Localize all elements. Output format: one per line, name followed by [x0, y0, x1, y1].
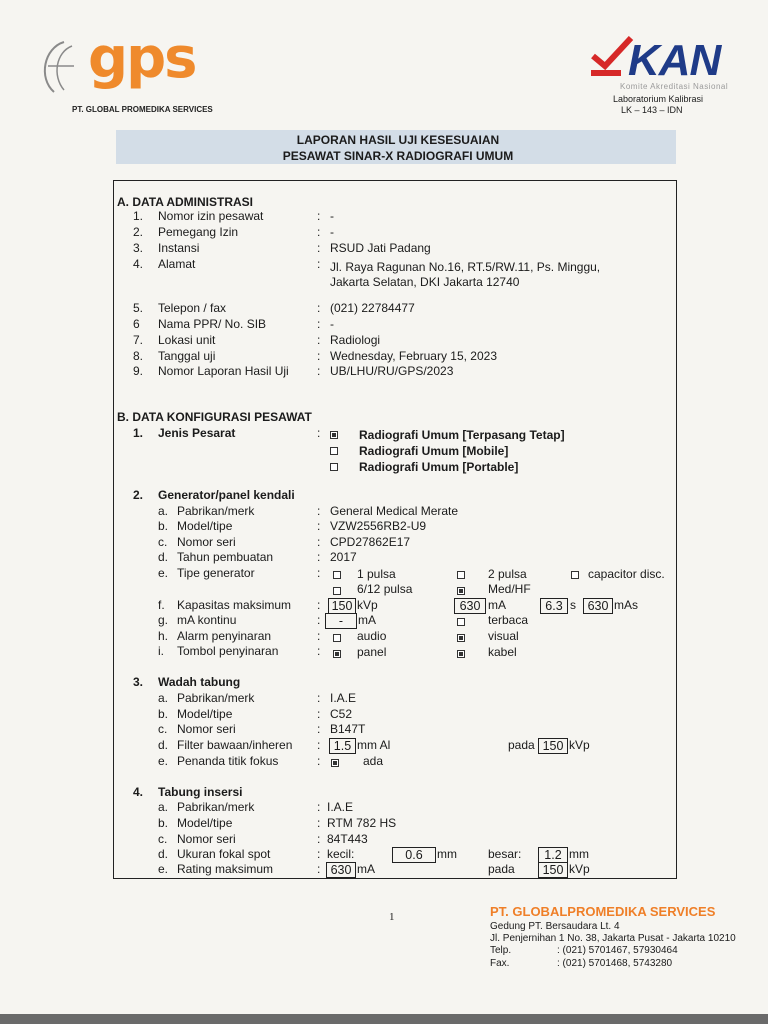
rating-kvp-box: 150 — [538, 862, 568, 878]
filter-kvp-box: 150 — [538, 738, 568, 754]
footer-company: PT. GLOBALPROMEDIKA SERVICES — [490, 904, 716, 919]
sub-letter: c. — [158, 832, 168, 846]
row-value: - — [330, 317, 334, 331]
sub-letter: e. — [158, 862, 169, 876]
row-number: 5. — [133, 301, 144, 315]
row-number: 8. — [133, 349, 144, 363]
footer-address-1: Gedung PT. Bersaudara Lt. 4 — [490, 921, 620, 932]
insersi-model-value: RTM 782 HS — [327, 816, 397, 830]
gen-tahun-label: Tahun pembuatan — [177, 550, 274, 564]
row-colon: : — [317, 738, 321, 752]
row-colon: : — [317, 257, 321, 271]
row-label: Lokasi unit — [158, 333, 216, 347]
sub-letter: b. — [158, 816, 169, 830]
option-med-hf: Med/HF — [488, 582, 531, 596]
kvp-value-box: 150 — [328, 598, 356, 614]
row-colon: : — [317, 519, 321, 533]
sub-letter: e. — [158, 566, 169, 580]
company-name: PT. GLOBAL PROMEDIKA SERVICES — [72, 105, 213, 114]
checkbox-med-hf[interactable] — [457, 587, 465, 595]
row-colon: : — [317, 644, 321, 658]
row-number: 9. — [133, 364, 144, 378]
row-value: - — [330, 209, 334, 223]
row-number: 2. — [133, 225, 144, 239]
checkbox-terbaca[interactable] — [457, 618, 465, 626]
page-number: 1 — [389, 911, 395, 923]
wadah-title: Wadah tabung — [158, 675, 241, 689]
row-number: 7. — [133, 333, 144, 347]
checkbox-2-pulsa[interactable] — [457, 571, 465, 579]
gen-model-value: VZW2556RB2-U9 — [330, 519, 427, 533]
besar-value-box: 1.2 — [538, 847, 568, 863]
checkbox-1-pulsa[interactable] — [333, 571, 341, 579]
sub-letter: e. — [158, 754, 169, 768]
row-label: Instansi — [158, 241, 200, 255]
option-mobile: Radiografi Umum [Mobile] — [359, 444, 509, 458]
gen-kapasitas-label: Kapasitas maksimum — [177, 598, 292, 612]
row-label: Alamat — [158, 257, 196, 271]
row-value: (021) 22784477 — [330, 301, 415, 315]
row-number: 2. — [133, 488, 144, 502]
option-2-pulsa: 2 pulsa — [488, 567, 527, 581]
option-ada: ada — [363, 754, 384, 768]
besar-unit: mm — [569, 847, 589, 861]
row-colon: : — [317, 816, 321, 830]
filter-kvp-unit: kVp — [569, 738, 590, 752]
kecil-value-box: 0.6 — [392, 847, 436, 863]
ma-kontinu-unit: mA — [358, 613, 376, 627]
sub-letter: h. — [158, 629, 169, 643]
row-value: Wednesday, February 15, 2023 — [330, 349, 497, 363]
section-b-heading: B. DATA KONFIGURASI PESAWAT — [117, 410, 312, 424]
sub-letter: f. — [158, 598, 165, 612]
gps-logo-text: gps — [88, 26, 196, 91]
row-value: - — [330, 225, 334, 239]
gen-alarm-label: Alarm penyinaran — [177, 629, 272, 643]
checkbox-ada[interactable] — [331, 759, 339, 767]
gen-merk-label: Pabrikan/merk — [177, 504, 255, 518]
option-panel: panel — [357, 645, 387, 659]
row-label: Tanggal uji — [158, 349, 216, 363]
gen-tombol-label: Tombol penyinaran — [177, 644, 279, 658]
insersi-fokal-label: Ukuran fokal spot — [177, 847, 271, 861]
pada-label: pada — [508, 738, 535, 752]
insersi-model-label: Model/tipe — [177, 816, 233, 830]
row-colon: : — [317, 209, 321, 223]
row-number: 3. — [133, 241, 144, 255]
insersi-merk-label: Pabrikan/merk — [177, 800, 255, 814]
row-number: 6 — [133, 317, 140, 331]
checkbox-6-12-pulsa[interactable] — [333, 587, 341, 595]
kecil-label: kecil: — [327, 847, 355, 861]
sub-letter: g. — [158, 613, 169, 627]
s-value-box: 6.3 — [540, 598, 568, 614]
checkbox-audio[interactable] — [333, 634, 341, 642]
row-number: 1. — [133, 426, 144, 440]
wadah-merk-label: Pabrikan/merk — [177, 691, 255, 705]
wadah-filter-label: Filter bawaan/inheren — [177, 738, 293, 752]
report-title-line1: LAPORAN HASIL UJI KESESUAIAN — [296, 133, 500, 147]
rating-value-box: 630 — [326, 862, 356, 878]
option-visual: visual — [488, 629, 519, 643]
wadah-model-label: Model/tipe — [177, 707, 233, 721]
row-colon: : — [317, 550, 321, 564]
gen-tahun-value: 2017 — [330, 550, 357, 564]
kvp-unit: kVp — [357, 598, 378, 612]
footer-telp: : (021) 5701467, 57930464 — [557, 945, 678, 956]
insersi-title: Tabung insersi — [158, 785, 243, 799]
ma-kontinu-box: - — [325, 613, 357, 629]
insersi-seri-label: Nomor seri — [177, 832, 236, 846]
sub-letter: b. — [158, 519, 169, 533]
sub-letter: d. — [158, 847, 169, 861]
option-audio: audio — [357, 629, 387, 643]
row-colon: : — [317, 598, 321, 612]
row-value: UB/LHU/RU/GPS/2023 — [330, 364, 454, 378]
kecil-unit: mm — [437, 847, 457, 861]
row-colon: : — [317, 800, 321, 814]
sub-letter: a. — [158, 691, 169, 705]
checkbox-terpasang-tetap[interactable] — [330, 431, 338, 439]
footer-fax: : (021) 5701468, 5743280 — [557, 958, 673, 969]
gen-seri-value: CPD27862E17 — [330, 535, 411, 549]
gen-seri-label: Nomor seri — [177, 535, 236, 549]
gen-merk-value: General Medical Merate — [330, 504, 459, 518]
s-unit: s — [570, 598, 576, 612]
option-6-12-pulsa: 6/12 pulsa — [357, 582, 413, 596]
row-number: 3. — [133, 675, 144, 689]
wadah-seri-value: B147T — [330, 722, 366, 736]
row-colon: : — [317, 754, 321, 768]
row-colon: : — [317, 707, 321, 721]
option-kabel: kabel — [488, 645, 517, 659]
row-number: 4. — [133, 257, 144, 271]
wadah-seri-label: Nomor seri — [177, 722, 236, 736]
option-portable: Radiografi Umum [Portable] — [359, 460, 519, 474]
ma-unit: mA — [488, 598, 506, 612]
kan-logo-text: KAN — [628, 36, 721, 85]
gen-tipe-label: Tipe generator — [177, 566, 255, 580]
section-a-heading: A. DATA ADMINISTRASI — [117, 195, 253, 209]
row-colon: : — [317, 426, 321, 440]
row-colon: : — [317, 847, 321, 861]
besar-label: besar: — [488, 847, 522, 861]
row-label: Nomor izin pesawat — [158, 209, 264, 223]
gen-model-label: Model/tipe — [177, 519, 233, 533]
row-label: Telepon / fax — [158, 301, 227, 315]
sub-letter: a. — [158, 800, 169, 814]
footer-address-2: Jl. Penjernihan 1 No. 38, Jakarta Pusat - Jakarta 10210 — [490, 933, 736, 944]
rating-kvp-unit: kVp — [569, 862, 590, 876]
row-colon: : — [317, 241, 321, 255]
scan-bottom-edge — [0, 1014, 768, 1024]
sub-letter: c. — [158, 722, 168, 736]
row-label: Nomor Laporan Hasil Uji — [158, 364, 289, 378]
row-label: Pemegang Izin — [158, 225, 239, 239]
row-colon: : — [317, 535, 321, 549]
mas-unit: mAs — [614, 598, 638, 612]
row-value-line2: Jakarta Selatan, DKI Jakarta 12740 — [330, 275, 520, 289]
checkbox-mobile[interactable] — [330, 447, 338, 455]
rating-unit: mA — [357, 862, 375, 876]
insersi-rating-label: Rating maksimum — [177, 862, 274, 876]
row-value: RSUD Jati Padang — [330, 241, 431, 255]
checkbox-capacitor[interactable] — [571, 571, 579, 579]
jenis-label: Jenis Pesarat — [158, 426, 236, 440]
checkbox-visual[interactable] — [457, 634, 465, 642]
option-capacitor: capacitor disc. — [588, 567, 665, 581]
sub-letter: d. — [158, 738, 169, 752]
row-value: Jl. Raya Ragunan No.16, RT.5/RW.11, Ps. Minggu, — [330, 260, 601, 274]
footer-fax-label: Fax. — [490, 958, 510, 969]
checkbox-panel[interactable] — [333, 650, 341, 658]
row-colon: : — [317, 349, 321, 363]
lk-number: LK – 143 – IDN — [621, 105, 683, 115]
option-terbaca: terbaca — [488, 613, 529, 627]
option-terpasang-tetap: Radiografi Umum [Terpasang Tetap] — [359, 428, 565, 442]
gen-ma-kontinu-label: mA kontinu — [177, 613, 237, 627]
row-number: 4. — [133, 785, 144, 799]
insersi-merk-value: I.A.E — [327, 800, 354, 814]
row-colon: : — [317, 566, 321, 580]
option-1-pulsa: 1 pulsa — [357, 567, 396, 581]
sub-letter: b. — [158, 707, 169, 721]
row-colon: : — [317, 333, 321, 347]
checkbox-kabel[interactable] — [457, 650, 465, 658]
filter-value-box: 1.5 — [329, 738, 356, 754]
insersi-seri-value: 84T443 — [327, 832, 368, 846]
row-colon: : — [317, 629, 321, 643]
row-colon: : — [317, 504, 321, 518]
footer-telp-label: Telp. — [490, 945, 512, 956]
lab-label: Laboratorium Kalibrasi — [613, 94, 704, 104]
row-value: Radiologi — [330, 333, 381, 347]
row-colon: : — [317, 613, 321, 627]
row-colon: : — [317, 364, 321, 378]
row-colon: : — [317, 722, 321, 736]
sub-letter: c. — [158, 535, 168, 549]
row-colon: : — [317, 301, 321, 315]
filter-unit: mm Al — [357, 738, 391, 752]
row-colon: : — [317, 862, 321, 876]
wadah-penanda-label: Penanda titik fokus — [177, 754, 279, 768]
report-title-line2: PESAWAT SINAR-X RADIOGRAFI UMUM — [282, 149, 514, 163]
checkbox-portable[interactable] — [330, 463, 338, 471]
row-colon: : — [317, 225, 321, 239]
wadah-merk-value: I.A.E — [330, 691, 357, 705]
row-colon: : — [317, 317, 321, 331]
wadah-model-value: C52 — [330, 707, 353, 721]
mas-value-box: 630 — [583, 598, 613, 614]
row-label: Nama PPR/ No. SIB — [158, 317, 267, 331]
ma-value-box: 630 — [454, 598, 486, 614]
sub-letter: a. — [158, 504, 169, 518]
sub-letter: i. — [158, 644, 164, 658]
row-colon: : — [317, 832, 321, 846]
row-number: 1. — [133, 209, 144, 223]
pada-label: pada — [488, 862, 515, 876]
sub-letter: d. — [158, 550, 169, 564]
row-colon: : — [317, 691, 321, 705]
kan-subtitle: Komite Akreditasi Nasional — [620, 82, 729, 91]
generator-title: Generator/panel kendali — [158, 488, 295, 502]
